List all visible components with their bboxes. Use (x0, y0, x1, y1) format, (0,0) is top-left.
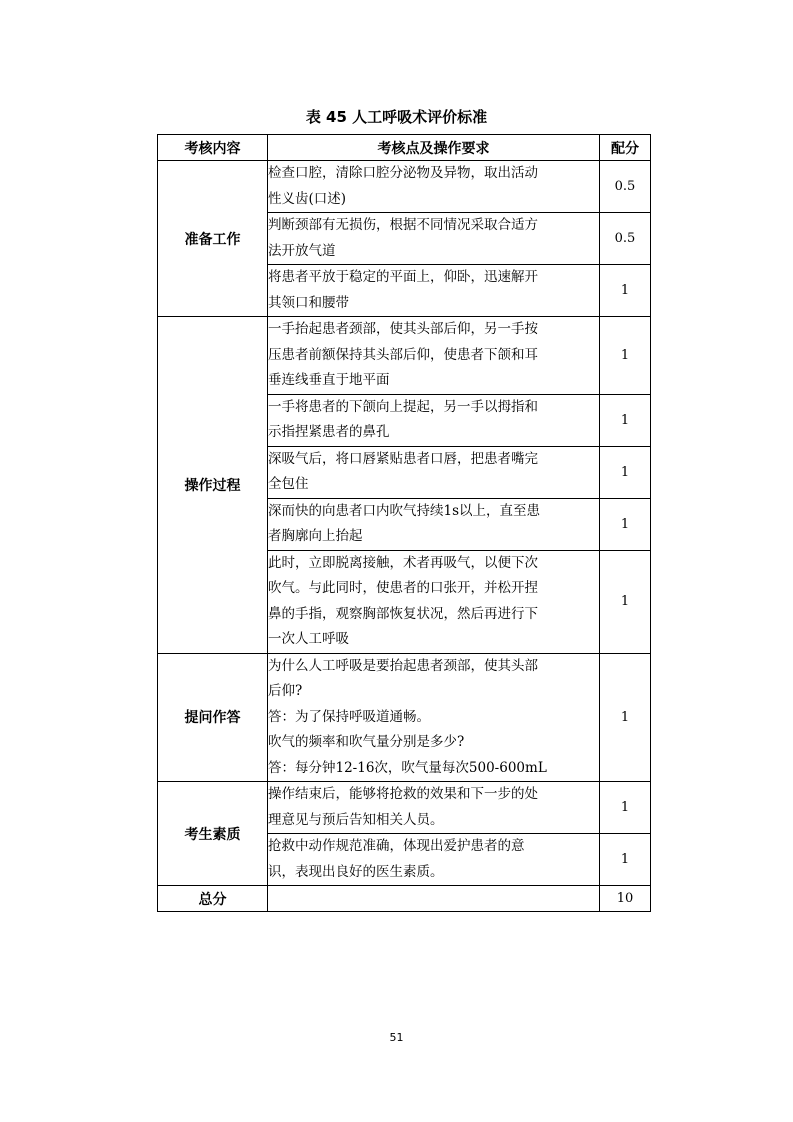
requirement-line: 答：每分钟12-16次，吹气量每次500-600mL (268, 759, 547, 776)
score-cell: 1 (600, 834, 651, 886)
score-cell: 0.5 (600, 213, 651, 265)
requirement-line: 鼻的手指，观察胸部恢复状况，然后再进行下 (268, 605, 538, 622)
requirement-line: 将患者平放于稳定的平面上，仰卧，迅速解开 (268, 269, 538, 285)
requirement-line: 此时，立即脱离接触，术者再吸气，以便下次 (268, 554, 538, 571)
total-label: 总分 (158, 886, 268, 912)
requirement-cell (268, 161, 600, 213)
requirement-line: 判断颈部有无损伤，根据不同情况采取合适方 (268, 217, 538, 233)
requirement-cell (268, 394, 600, 446)
requirement-line: 答：为了保持呼吸道通畅。 (268, 708, 430, 725)
requirement-line: 法开放气道 (268, 242, 336, 259)
requirement-line: 其领口和腰带 (268, 294, 349, 311)
requirement-cell (268, 498, 600, 550)
category-cell: 考生素质 (158, 782, 268, 886)
total-requirements (268, 886, 600, 912)
score-cell: 1 (600, 498, 651, 550)
score-cell: 1 (600, 394, 651, 446)
requirement-cell (268, 782, 600, 834)
total-row (158, 886, 651, 912)
table-title: 表 45 人工呼吸术评价标准 (305, 108, 488, 126)
header-category: 考核内容 (158, 135, 268, 161)
category-cell: 操作过程 (158, 317, 268, 654)
requirement-line: 压患者前额保持其头部后仰，使患者下颌和耳 (268, 346, 538, 363)
score-cell: 1 (600, 782, 651, 834)
table-row (158, 653, 651, 782)
score-cell: 1 (600, 446, 651, 498)
requirement-line: 检查口腔，清除口腔分泌物及异物，取出活动 (268, 165, 538, 181)
requirement-line: 性义齿(口述) (268, 190, 347, 207)
requirement-cell (268, 265, 600, 317)
evaluation-table (157, 134, 651, 912)
table-header-row (158, 135, 651, 161)
score-cell: 1 (600, 265, 651, 317)
requirement-line: 吹气。与此同时，使患者的口张开，并松开捏 (268, 580, 538, 596)
requirement-line: 吹气的频率和吹气量分别是多少? (268, 734, 465, 750)
requirement-line: 抢救中动作规范准确，体现出爱护患者的意 (268, 838, 525, 854)
requirement-line: 识，表现出良好的医生素质。 (268, 863, 444, 880)
requirement-line: 一手抬起患者颈部，使其头部后仰，另一手按 (268, 321, 538, 337)
requirement-line: 垂连线垂直于地平面 (268, 372, 390, 388)
header-score: 配分 (600, 135, 651, 161)
score-cell: 1 (600, 317, 651, 395)
requirement-line: 操作结束后，能够将抢救的效果和下一步的处 (268, 786, 538, 802)
requirement-line: 全包住 (268, 476, 309, 492)
requirement-line: 一次人工呼吸 (268, 631, 349, 647)
table-row (158, 317, 651, 395)
score-cell: 0.5 (600, 161, 651, 213)
requirement-cell (268, 834, 600, 886)
requirement-line: 为什么人工呼吸是要抬起患者颈部，使其头部 (268, 657, 538, 674)
table-row (158, 782, 651, 834)
category-cell: 准备工作 (158, 161, 268, 317)
requirement-cell (268, 653, 600, 782)
requirement-cell (268, 317, 600, 395)
requirement-line: 深而快的向患者口内吹气持续1s以上，直至患 (268, 502, 541, 519)
requirement-line: 深吸气后，将口唇紧贴患者口唇，把患者嘴完 (268, 450, 538, 467)
requirement-cell (268, 213, 600, 265)
score-cell: 1 (600, 550, 651, 653)
requirement-line: 一手将患者的下颌向上提起，另一手以拇指和 (268, 398, 538, 415)
requirement-line: 后仰? (268, 683, 303, 699)
table-row (158, 161, 651, 213)
category-cell: 提问作答 (158, 653, 268, 782)
header-requirements: 考核点及操作要求 (268, 135, 600, 161)
requirement-cell (268, 446, 600, 498)
requirement-cell (268, 550, 600, 653)
page-number: 51 (389, 1031, 404, 1044)
requirement-line: 理意见与预后告知相关人员。 (268, 811, 444, 828)
requirement-line: 示指捏紧患者的鼻孔 (268, 424, 390, 440)
total-score: 10 (600, 886, 651, 912)
score-cell: 1 (600, 653, 651, 782)
requirement-line: 者胸廓向上抬起 (268, 528, 363, 544)
